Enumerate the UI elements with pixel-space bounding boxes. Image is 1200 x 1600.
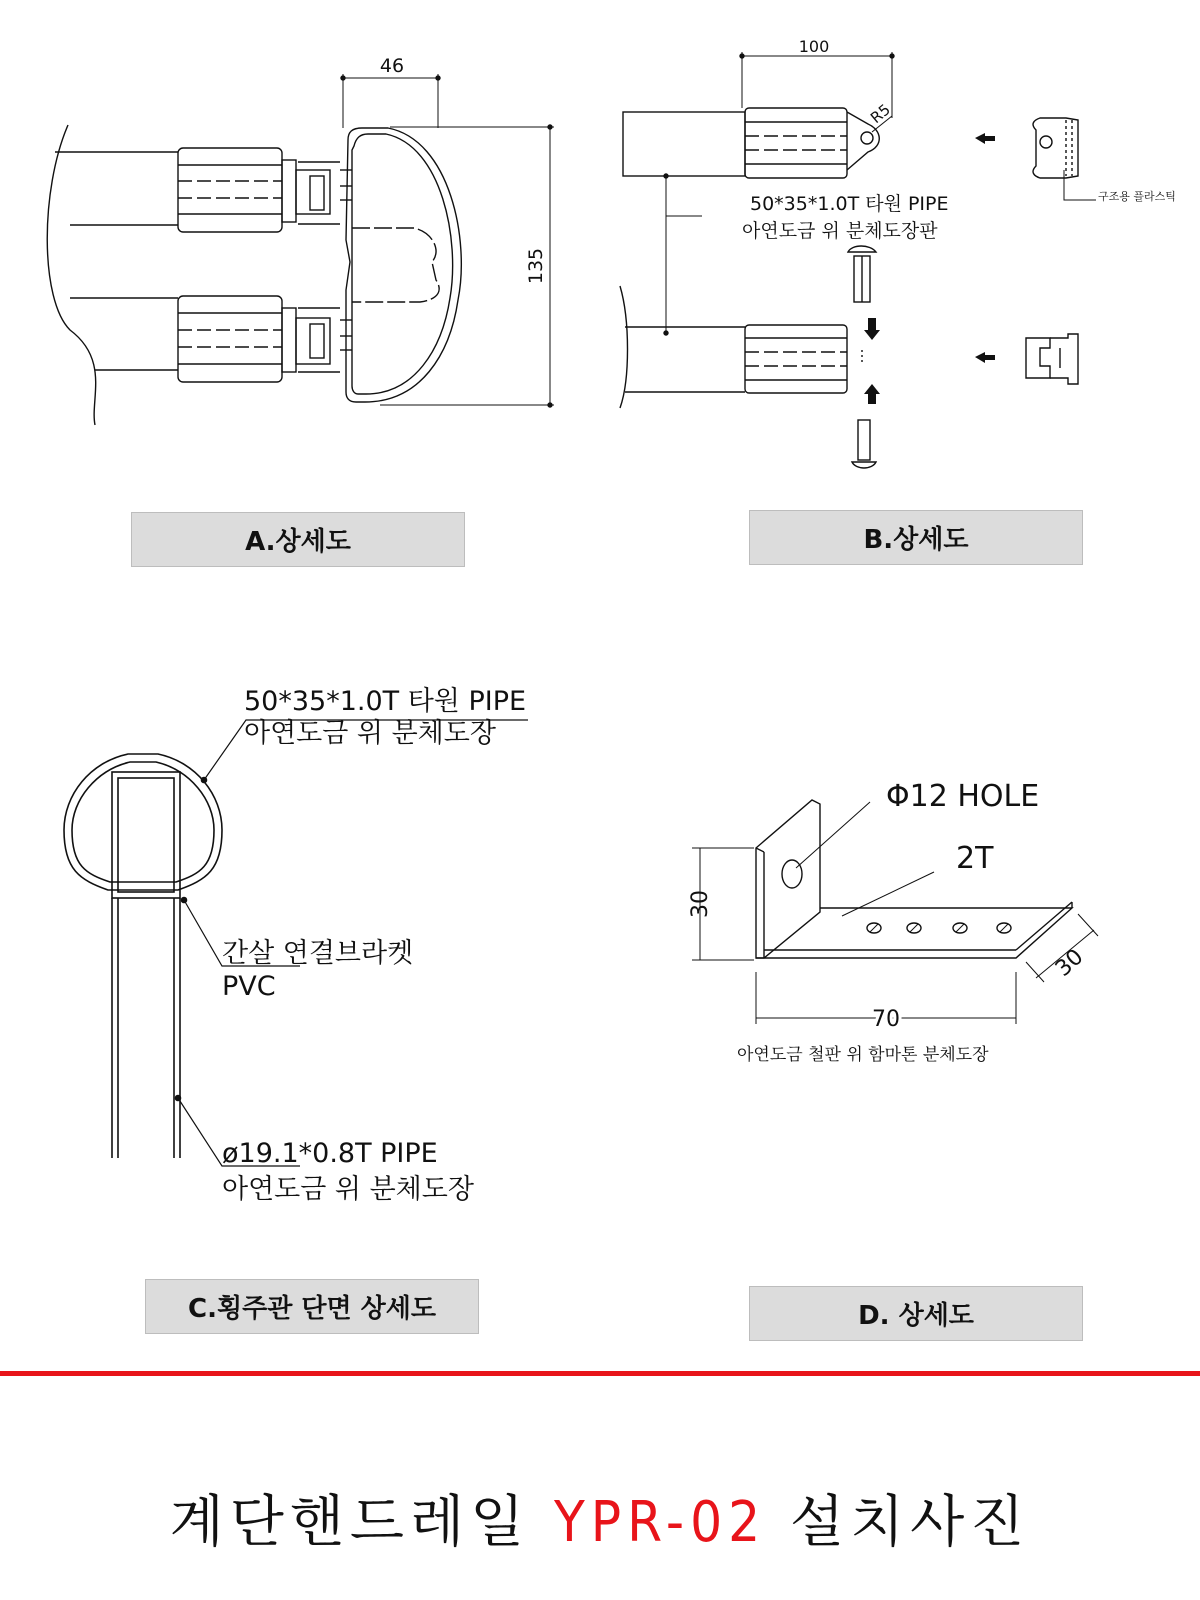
detail-d-dim-depth: 30 (1050, 944, 1089, 982)
detail-a-dim-width: 46 (379, 55, 405, 77)
detail-b-lower-sleeve (745, 325, 862, 393)
detail-d-leader-hole (796, 802, 870, 868)
detail-b-drawing (620, 52, 1096, 468)
detail-d-caption (749, 1286, 1083, 1341)
detail-c-bracket-note-1: 간살 연결브라켓 (222, 938, 414, 969)
detail-a-title: A.상세도 (245, 527, 351, 557)
footer-title-suffix: 설치사진 (789, 1490, 1031, 1555)
detail-a-oval-rail-inner (352, 134, 453, 394)
detail-b-arrows (864, 133, 995, 404)
footer-divider (0, 1371, 1200, 1376)
detail-a-boundary-left (47, 125, 95, 425)
detail-a-lower-sleeve (178, 296, 340, 382)
detail-c-rail-note-1: 50*35*1.0T 타원 PIPE (244, 686, 527, 717)
detail-d-drawing (692, 800, 1098, 1024)
detail-b-dim-length: 100 (798, 37, 830, 56)
detail-b-title: B.상세도 (863, 525, 969, 555)
detail-b-pipe-note-2: 아연도금 위 분체도장판 (742, 220, 938, 242)
detail-c-caption (145, 1279, 479, 1334)
detail-a-rail-divider (352, 228, 439, 302)
detail-a-caption (131, 512, 465, 567)
detail-d-title: D. 상세도 (858, 1301, 974, 1331)
detail-a-upper-sleeve (178, 148, 340, 232)
detail-c-post-note-1: ø19.1*0.8T PIPE (222, 1138, 438, 1169)
detail-d-dim-height: 30 (688, 890, 713, 918)
detail-c-rail-outer (64, 754, 222, 890)
detail-a-dim-height: 135 (525, 247, 547, 285)
detail-d-vertical-flange (756, 800, 820, 958)
detail-c-bracket-note-2: PVC (222, 971, 276, 1002)
footer-title-main: 계단핸드레일 (169, 1490, 531, 1555)
detail-d-hole-main (782, 860, 802, 888)
detail-b-clip-part (1026, 334, 1078, 384)
detail-b-plastic-part (1033, 118, 1096, 200)
detail-d-dim-length: 70 (872, 1007, 900, 1032)
detail-a-oval-rail-outer (346, 128, 461, 402)
detail-b-caption (749, 510, 1083, 565)
detail-c-title: C.횡주관 단면 상세도 (188, 1294, 436, 1324)
detail-a-drawing (47, 74, 554, 425)
detail-d-thickness-label: 2T (956, 841, 994, 876)
detail-b-part-label: 구조용 플라스틱 (1098, 190, 1176, 203)
detail-b-pipe-note-1: 50*35*1.0T 타원 PIPE (750, 193, 949, 215)
footer-title-model: YPR-02 (554, 1490, 767, 1555)
detail-b-upper-pipe (623, 112, 745, 176)
detail-d-hole-label: Φ12 HOLE (886, 779, 1040, 814)
detail-c-rail-note-2: 아연도금 위 분체도장 (244, 718, 496, 749)
detail-c-rail-inner (72, 762, 214, 882)
detail-c-post-note-2: 아연도금 위 분체도장 (222, 1174, 474, 1205)
detail-d-leader-thickness (842, 872, 934, 916)
detail-b-upper-sleeve (745, 108, 879, 178)
detail-b-rivet-top (848, 246, 876, 302)
detail-b-dim-radius: R5 (867, 100, 894, 128)
detail-d-finish-note: 아연도금 철판 위 함마톤 분체도장 (737, 1045, 989, 1065)
footer-title (0, 1478, 1200, 1558)
detail-c-bracket (112, 772, 180, 898)
detail-b-rivet-bottom (852, 420, 876, 468)
detail-b-boundary (620, 286, 628, 408)
